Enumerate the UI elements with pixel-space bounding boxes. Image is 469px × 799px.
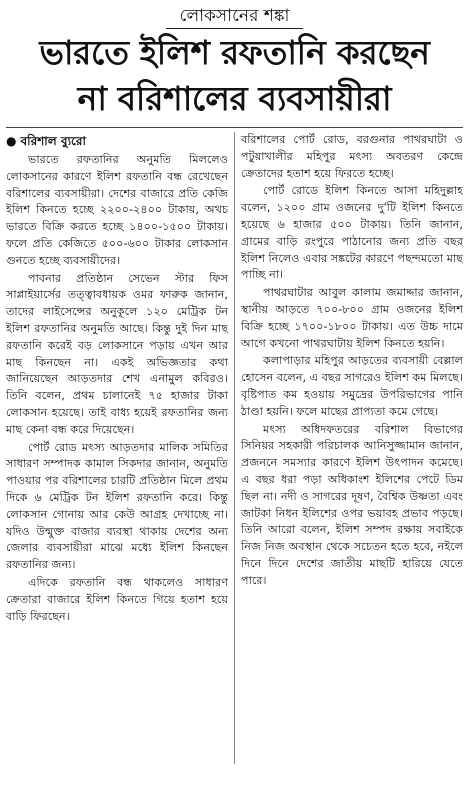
headline-line-1: ভারতে ইলিশ রফতানি করছেন [39, 33, 430, 72]
headline-line-2: না বরিশালের ব্যবসায়ীরা [77, 79, 392, 118]
paragraph: কলাপাড়ার মহিপুর আড়তের ব্যবসায়ী বেল্লাল হোসেন বলেন, এ বছর সাগরেও ইলিশ কম মিলছে। বৃষ্টিপাত কম হওয়ায় সমুদ্রের উপরিভাগের পানি ঠাণ্ডা হয়নি। ফলে মাছের প্রাপ্যতা কমে গেছে। [241, 354, 463, 418]
paragraph: ভারতে রফতানির অনুমতি মিললেও লোকসানের কারণে ইলিশ রফতানি বন্ধ রেখেছেন বরিশালের ব্যবসায়ীরা। দেশের বাজারে প্রতি কেজি ইলিশ কিনতে হচ্ছে ২২০০-২৪০০ টাকায়, অথচ ভারতে বিক্রি করতে হচ্ছে ১৪০০-১৫০০ টাকায়। ফলে প্রতি কেজিতে ৫০০-৬০০ টাকার লোকসান গুনতে হচ্ছে ব্যবসায়ীদের। [6, 153, 228, 267]
column-left [6, 132, 234, 764]
kicker-wrap [6, 0, 463, 29]
paragraph: পোর্ট রোডে ইলিশ কিনতে আসা মহিদুল্লাহ বলেন, ১২০০ গ্রাম ওজনের দু'টি ইলিশ কিনতে হয়েছে ৬ হাজার ৫০০ টাকায়। তিনি জানান, গ্রামের বাড়ি রংপুরে পাঠানোর জন্য প্রতি বছর ইলিশ নিলেও এবার সঙ্কটের কারণে পছন্দমতো মাছ পাচ্ছি না। [241, 184, 463, 282]
paragraph: পাথরঘাটার আবুল কালাম জমাদ্দার জানান, স্থানীয় আড়তে ৭০০-৮০০ গ্রাম ওজনের ইলিশ বিক্রি হচ্ছে ১৭০০-১৮০০ টাকায়। এত উচ্চ দামে আগে কখনো পাথরঘাটায় ইলিশ কিনতে হয়নি। [241, 286, 463, 350]
bullet-icon: ● [6, 134, 17, 148]
paragraph: পোর্ট রোড মৎস্য আড়তদার মালিক সমিতির সাধারণ সম্পাদক কামাল সিকদার জানান, অনুমতি পাওয়ার পর বরিশালের চারটি প্রতিষ্ঠান মিলে প্রথম দিকে ৬ মেট্রিক টন ইলিশ রফতানি করে। কিন্তু লোকসান গোনায় আর কেউ আগ্রহ দেখাচ্ছে না। যদিও উন্মুক্ত বাজার ব্যবস্থা থাকায় দেশের অন্য জেলার ব্যবসায়ীরা মাঝে মধ্যে ইলিশ কিনছেন রফতানির জন্য। [6, 440, 228, 572]
byline-text: বরিশাল ব্যুরো [20, 134, 86, 148]
paragraph: বরিশালের পোর্ট রোড, বরগুনার পাথরঘাটা ও পটুয়াখালীর মহিপুর মৎস্য অবতরণ কেন্দ্রে ক্রেতাদের হতাশ হয়ে ফিরতে হচ্ছে। [241, 133, 463, 180]
headline-divider [6, 127, 463, 128]
column-right [234, 132, 463, 764]
kicker: লোকসানের শঙ্কা [166, 4, 304, 29]
article-body [6, 132, 463, 764]
paragraph: মৎস্য অধিদফতরের বরিশাল বিভাগের সিনিয়র সহকারী পরিচালক আনিসুজ্জামান জানান, প্রজননে সমস্যার কারণে ইলিশ উৎপাদন কমেছে। এ বছর ধরা পড়া অধিকাংশ ইলিশের পেটে ডিম ছিল না। নদী ও সাগরের দূষণ, বৈশ্বিক উষ্ণতা এবং জাটকা নিধন ইলিশের ওপর ভয়াবহ প্রভাব পড়ছে। তিনি আরো বলেন, ইলিশ সম্পদ রক্ষায় সবাইকে নিজ নিজ অবস্থান থেকে সচেতন হতে হবে, নইলে দিনে দিনে দেশের জাতীয় মাছটি হারিয়ে যেতে পারে। [241, 422, 463, 587]
byline [6, 132, 228, 150]
paragraph: এদিকে রফতানি বন্ধ থাকলেও সাধারণ ক্রেতারা বাজারে ইলিশ কিনতে গিয়ে হতাশ হয়ে বাড়ি ফিরছেন। [6, 575, 228, 623]
paragraph: পাবনার প্রতিষ্ঠান সেভেন স্টার ফিস সাপ্লাইয়ার্সের তত্ত্বাবধায়ক ওমর ফারুক জানান, তাদের লাইসেন্সের অনুকূলে ১২০ মেট্রিক টন ইলিশ রফতানির অনুমতি আছে। কিন্তু দুই দিন মাছ রফতানি করেই বড় লোকসানে পড়ায় এখন আর মাছ কিনছেন না। একই অভিজ্ঞতার কথা জানিয়েছেন আড়তদার শেখ এনামুল কবিরও। তিনি বলেন, প্রথম চালানেই ৭৫ হাজার টাকা লোকসান হয়েছে। তাই বাধ্য হয়েই রফতানির জন্য মাছ কেনা বন্ধ করে দিয়েছেন। [6, 271, 228, 436]
